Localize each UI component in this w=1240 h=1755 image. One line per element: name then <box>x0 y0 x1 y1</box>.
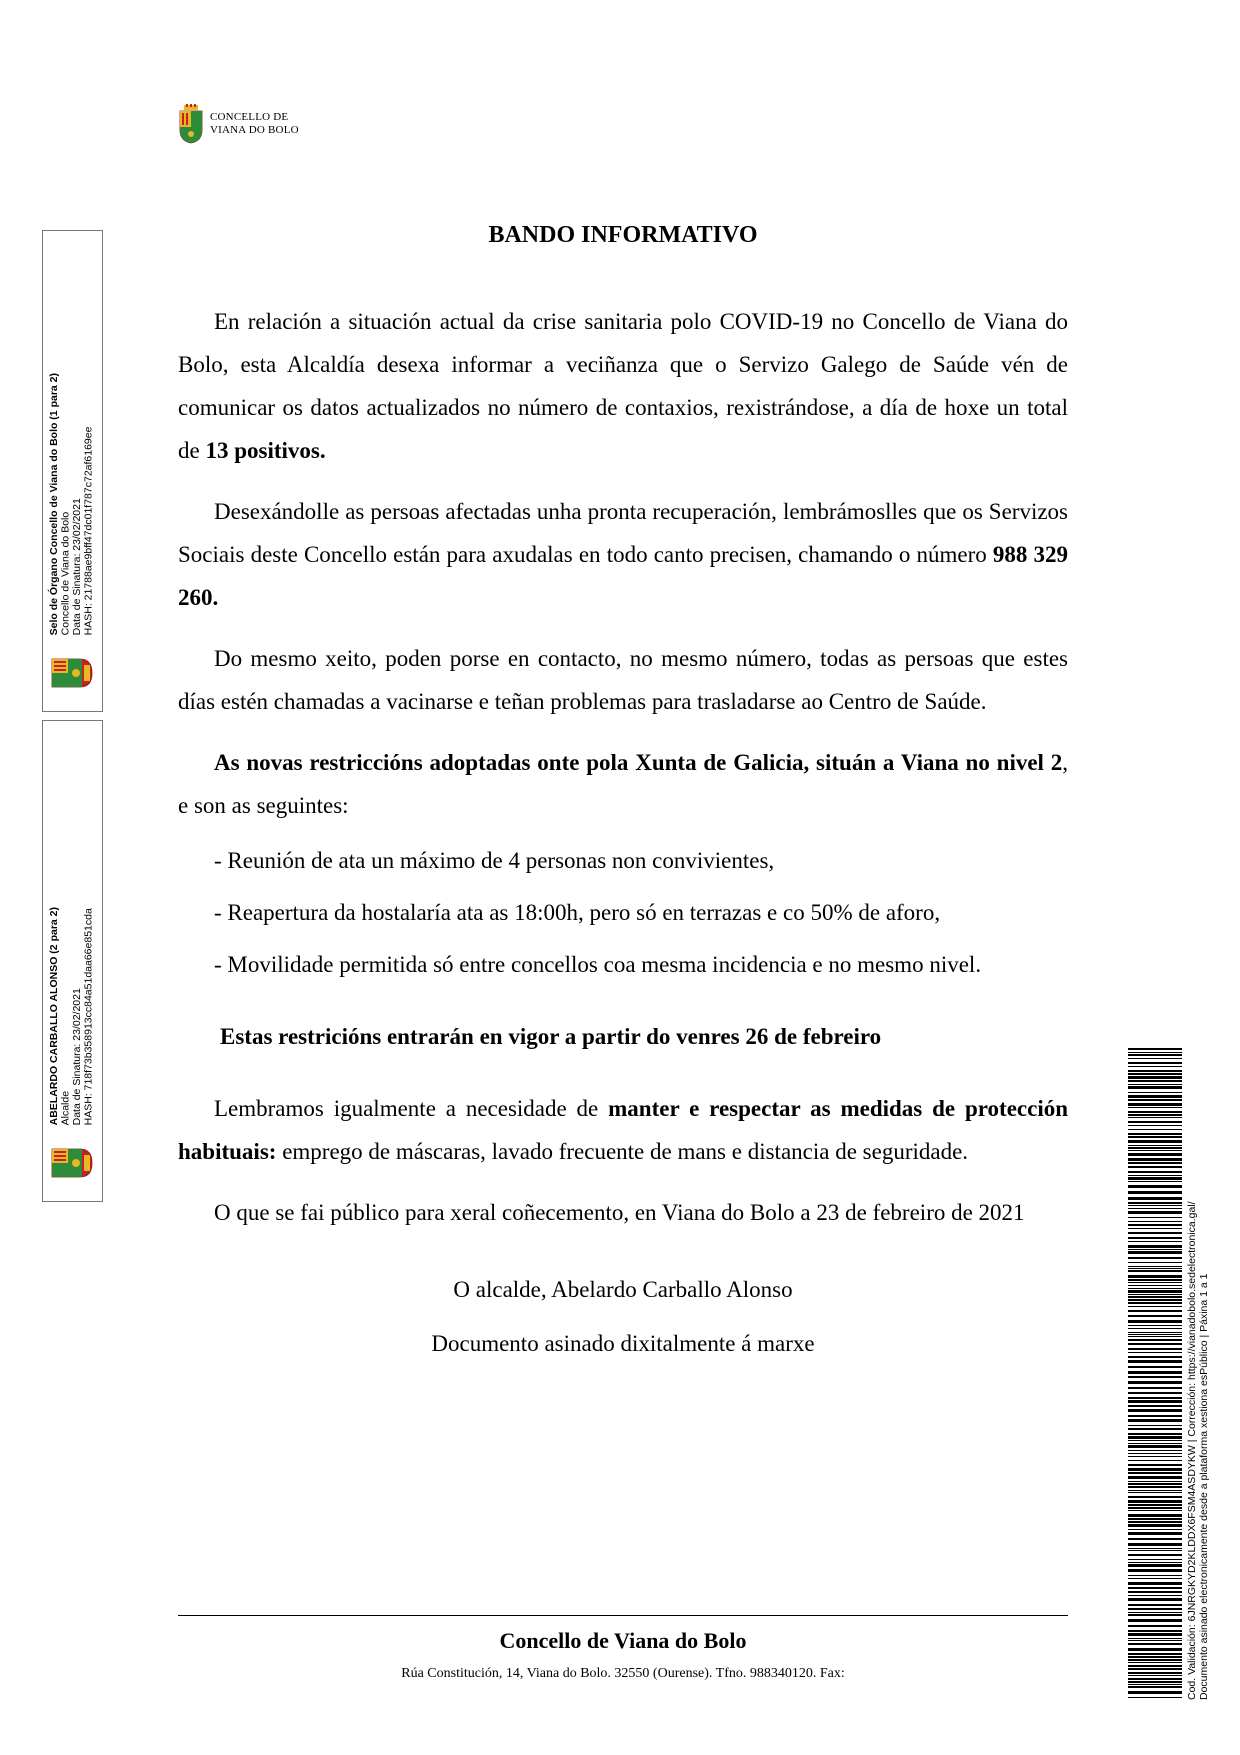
barcode-bar <box>1128 1562 1182 1563</box>
barcode-bar <box>1128 1500 1182 1503</box>
barcode-bar <box>1128 1595 1182 1596</box>
barcode-bar <box>1128 1245 1182 1248</box>
barcode-bar <box>1128 1415 1182 1417</box>
barcode-bar <box>1128 1224 1182 1226</box>
barcode-bar <box>1128 1136 1182 1138</box>
signature-2-title: ABELARDO CARBALLO ALONSO (2 para 2) <box>48 906 60 1125</box>
barcode-bar <box>1128 1481 1182 1482</box>
barcode-bar <box>1128 1181 1182 1182</box>
barcode-bar <box>1128 1121 1182 1123</box>
barcode-bar <box>1128 1496 1182 1498</box>
barcode-bar <box>1128 1400 1182 1403</box>
list-item: - Movilidade permitida só entre concellos coa mesma incidencia e no mesmo nivel. <box>214 952 982 977</box>
barcode-bar <box>1128 1492 1182 1493</box>
barcode-bar <box>1128 1518 1182 1520</box>
barcode-bar <box>1128 1433 1182 1435</box>
signed-note: Documento asinado dixitalmente á marxe <box>431 1331 815 1356</box>
barcode-bar <box>1128 1428 1182 1430</box>
barcode-bar <box>1128 1299 1182 1301</box>
barcode-bar <box>1128 1080 1182 1082</box>
signature-box-2 <box>42 720 103 1202</box>
footer-address: Rúa Constitución, 14, Viana do Bolo. 32550 (Ourense). Tfno. 988340120. Fax: <box>401 1666 845 1681</box>
barcode-bar <box>1128 1612 1182 1613</box>
barcode-bar <box>1128 1332 1182 1333</box>
barcode-bar <box>1128 1208 1182 1209</box>
barcode-bar <box>1128 1490 1182 1491</box>
barcode-bar <box>1128 1251 1182 1254</box>
page-title: BANDO INFORMATIVO <box>488 222 758 248</box>
paragraph-1-text: En relación a situación actual da crise sanitaria polo COVID-19 no Concello de Viana do Bolo, esta Alcaldía desexa informar a veciñanza que o Servizo Galego de Saúde vén de comunicar os datos actualizados no número de contaxios, rexistrándose, a día de hoxe un total de <box>178 309 1068 463</box>
paragraph-1 <box>178 300 1068 472</box>
barcode-bar <box>1128 1356 1182 1358</box>
barcode-bar <box>1128 1058 1182 1059</box>
barcode-bar <box>1128 1211 1182 1214</box>
barcode-bar <box>1128 1241 1182 1242</box>
barcode-bar <box>1128 1133 1182 1135</box>
barcode-bar <box>1128 1262 1182 1263</box>
footer-organization: Concello de Viana do Bolo <box>499 1628 747 1653</box>
signature-1-title: Selo de Órgano Concello de Viana do Bolo (1 para 2) <box>48 372 60 635</box>
paragraph-6: O que se fai público para xeral coñecemento, en Viana do Bolo a 23 de febreiro de 2021 <box>214 1200 1025 1225</box>
document-body <box>178 300 1068 1364</box>
logo-line-2: VIANA DO BOLO <box>210 124 299 136</box>
barcode-bar <box>1128 1352 1182 1353</box>
barcode-bar <box>1128 1202 1182 1204</box>
barcode-bar <box>1128 1086 1182 1089</box>
barcode-bar <box>1128 1232 1182 1234</box>
barcode-bar <box>1128 1125 1182 1126</box>
barcode-bar <box>1128 1290 1182 1293</box>
barcode-bar <box>1128 1532 1182 1535</box>
list-item: - Reapertura da hostalaría ata as 18:00h, pero só en terrazas e co 50% de aforo, <box>214 900 941 925</box>
restrictions-list <box>214 845 1068 981</box>
barcode-bar <box>1128 1668 1182 1670</box>
barcode-bar <box>1128 1554 1182 1556</box>
barcode-bar <box>1128 1343 1182 1345</box>
barcode-bar <box>1128 1659 1182 1661</box>
barcode-bar <box>1128 1564 1182 1567</box>
barcode-bar <box>1128 1598 1182 1601</box>
barcode-bar <box>1128 1521 1182 1523</box>
barcode-bar <box>1128 1279 1182 1281</box>
barcode-bar <box>1128 1328 1182 1329</box>
barcode-bar <box>1128 1294 1182 1295</box>
barcode-bar <box>1128 1140 1182 1143</box>
barcode-bar <box>1128 1443 1182 1444</box>
barcode-bar <box>1128 1653 1182 1655</box>
signature-1-hash: HASH: 21788ae9bff47dc01f787c72af6169ee <box>82 426 95 635</box>
barcode-bar <box>1128 1575 1182 1576</box>
barcode-bar <box>1128 1436 1182 1439</box>
barcode-bar <box>1128 1419 1182 1422</box>
barcode-bar <box>1128 1103 1182 1106</box>
barcode-bar <box>1128 1619 1182 1622</box>
barcode-bar <box>1128 1464 1182 1466</box>
barcode-bar <box>1128 1684 1182 1685</box>
barcode-bar <box>1128 1507 1182 1509</box>
barcode-bar <box>1128 1158 1182 1161</box>
footer-divider <box>178 1615 1068 1616</box>
barcode-bar <box>1128 1665 1182 1667</box>
validation-line-1: Cod. Validación: 6JNRGKYD2KLDDX6FSM4ASDYKW | Corrección: https://vianadobolo.sedelectronica.gal/ <box>1186 1201 1198 1700</box>
barcode-bar <box>1128 1282 1182 1283</box>
barcode-bar <box>1128 1228 1182 1229</box>
barcode-bar <box>1128 1325 1182 1326</box>
paragraph-5-bold: manter e respectar as medidas de protección habituais: <box>178 1096 1069 1164</box>
barcode-bar <box>1128 1686 1182 1688</box>
barcode-bar <box>1128 1569 1182 1572</box>
validation-text <box>1186 1090 1210 1700</box>
barcode-bar <box>1128 1107 1182 1108</box>
barcode-bar <box>1128 1285 1182 1286</box>
barcode-bar <box>1128 1268 1182 1269</box>
barcode-bar <box>1128 1582 1182 1585</box>
barcode-bar <box>1128 1266 1182 1267</box>
barcode-bar <box>1128 1504 1182 1506</box>
barcode-bar <box>1128 1614 1182 1616</box>
barcode-bar <box>1128 1460 1182 1461</box>
signature-box-1 <box>42 230 103 712</box>
coat-of-arms-icon <box>178 104 204 144</box>
validation-barcode <box>1128 1048 1182 1700</box>
barcode-bar <box>1128 1221 1182 1222</box>
header-logo <box>178 104 299 144</box>
signature-1-date: Data de Sinatura: 23/02/2021 <box>71 497 83 635</box>
barcode-bar <box>1128 1392 1182 1394</box>
effective-date-notice: Estas restricións entrarán en vigor a partir do venres 26 de febreiro <box>220 1024 882 1049</box>
barcode-bar <box>1128 1095 1182 1098</box>
barcode-bar <box>1128 1084 1182 1085</box>
barcode-bar <box>1128 1171 1182 1173</box>
barcode-bar <box>1128 1476 1182 1479</box>
signature-1-org: Concello de Viana do Bolo <box>59 511 72 635</box>
barcode-bar <box>1128 1334 1182 1335</box>
barcode-bar <box>1128 1073 1182 1075</box>
barcode-bar <box>1128 1360 1182 1363</box>
barcode-bar <box>1128 1529 1182 1530</box>
barcode-bar <box>1128 1456 1182 1457</box>
barcode-bar <box>1128 1237 1182 1239</box>
phone-number: 988 329 260. <box>178 542 1069 610</box>
barcode-bar <box>1128 1275 1182 1278</box>
barcode-bar <box>1128 1559 1182 1560</box>
barcode-bar <box>1128 1640 1182 1641</box>
barcode-bar <box>1128 1153 1182 1156</box>
barcode-bar <box>1128 1608 1182 1610</box>
barcode-bar <box>1128 1249 1182 1250</box>
barcode-bar <box>1128 1348 1182 1350</box>
barcode-bar <box>1128 1191 1182 1194</box>
restrictions-intro-bold: As novas restriccións adoptadas onte pola Xunta de Galicia, situán a Viana no nivel 2 <box>214 750 1063 775</box>
signature-2-hash: HASH: 718f73b358913cc84a51daa66e851cda <box>82 907 95 1125</box>
paragraph-5-pre: Lembramos igualmente a necesidade de <box>214 1096 609 1121</box>
barcode-bar <box>1128 1336 1182 1337</box>
signature-2-text <box>48 906 95 1125</box>
barcode-bar <box>1128 1177 1182 1180</box>
paragraph-5-post: emprego de máscaras, lavado frecuente de mans e distancia de seguridade. <box>276 1139 969 1164</box>
coat-of-arms-icon <box>50 655 94 691</box>
barcode-bar <box>1128 1662 1182 1663</box>
paragraph-4 <box>178 741 1068 827</box>
barcode-bar <box>1128 1070 1182 1072</box>
validation-line-2: Documento asinado electronicamente desde a plataforma xestiona esPúblico | Páxina 1 a 1 <box>1198 1273 1210 1700</box>
barcode-bar <box>1128 1538 1182 1540</box>
barcode-bar <box>1128 1205 1182 1206</box>
paragraph-5 <box>178 1087 1068 1173</box>
barcode-bar <box>1128 1306 1182 1307</box>
barcode-bar <box>1128 1691 1182 1694</box>
barcode-bar <box>1128 1315 1182 1317</box>
restrictions-intro-text: , e son as seguintes: <box>178 750 1068 818</box>
barcode-bar <box>1128 1625 1182 1627</box>
barcode-bar <box>1128 1310 1182 1312</box>
barcode-bar <box>1128 1604 1182 1606</box>
barcode-bar <box>1128 1371 1182 1374</box>
barcode-bar <box>1128 1162 1182 1164</box>
barcode-bar <box>1128 1672 1182 1674</box>
barcode-bar <box>1128 1145 1182 1146</box>
barcode-bar <box>1128 1270 1182 1272</box>
barcode-bar <box>1128 1150 1182 1151</box>
barcode-bar <box>1128 1062 1182 1064</box>
list-item: - Reunión de ata un máximo de 4 personas non convivientes, <box>214 848 775 873</box>
barcode-bar <box>1128 1166 1182 1168</box>
barcode-bar <box>1128 1675 1182 1676</box>
barcode-bar <box>1128 1129 1182 1130</box>
barcode-bar <box>1128 1052 1182 1053</box>
barcode-bar <box>1128 1524 1182 1527</box>
barcode-bar <box>1128 1453 1182 1454</box>
barcode-bar <box>1128 1099 1182 1101</box>
barcode-bar <box>1128 1445 1182 1448</box>
barcode-bar <box>1128 1633 1182 1636</box>
barcode-bar <box>1128 1514 1182 1517</box>
barcode-bar <box>1128 1217 1182 1218</box>
barcode-bar <box>1128 1548 1182 1549</box>
barcode-bar <box>1128 1387 1182 1389</box>
barcode-bar <box>1128 1409 1182 1412</box>
barcode-bar <box>1128 1302 1182 1304</box>
paragraph-2 <box>178 490 1068 619</box>
paragraph-2-text: Desexándolle as persoas afectadas unha pronta recuperación, lembrámoslles que os Servizos Sociais deste Concello están para axudalas en todo canto precisen, chamando o número <box>178 499 1068 567</box>
barcode-bar <box>1128 1440 1182 1441</box>
barcode-bar <box>1128 1197 1182 1200</box>
barcode-bar <box>1128 1066 1182 1067</box>
barcode-bar <box>1128 1076 1182 1079</box>
barcode-bar <box>1128 1288 1182 1289</box>
barcode-bar <box>1128 1543 1182 1546</box>
barcode-bar <box>1128 1397 1182 1399</box>
barcode-bar <box>1128 1092 1182 1093</box>
barcode-bar <box>1128 1472 1182 1474</box>
barcode-bar <box>1128 1591 1182 1593</box>
signature-1-text <box>48 372 95 635</box>
barcode-bar <box>1128 1483 1182 1485</box>
barcode-bar <box>1128 1450 1182 1451</box>
barcode-bar <box>1128 1114 1182 1116</box>
barcode-bar <box>1128 1339 1182 1341</box>
signature-2-date: Data de Sinatura: 23/02/2021 <box>71 987 83 1125</box>
coat-of-arms-icon <box>50 1145 94 1181</box>
barcode-bar <box>1128 1630 1182 1632</box>
barcode-bar <box>1128 1648 1182 1651</box>
barcode-bar <box>1128 1697 1182 1698</box>
barcode-bar <box>1128 1111 1182 1113</box>
barcode-bar <box>1128 1587 1182 1589</box>
barcode-bar <box>1128 1510 1182 1511</box>
barcode-bar <box>1128 1366 1182 1368</box>
barcode-bar <box>1128 1054 1182 1056</box>
barcode-bar <box>1128 1147 1182 1149</box>
barcode-bar <box>1128 1638 1182 1639</box>
barcode-bar <box>1128 1320 1182 1323</box>
barcode-bar <box>1128 1175 1182 1176</box>
barcode-bar <box>1128 1048 1182 1050</box>
barcode-bar <box>1128 1643 1182 1645</box>
barcode-bar <box>1128 1381 1182 1384</box>
barcode-bar <box>1128 1405 1182 1407</box>
barcode-bar <box>1128 1425 1182 1426</box>
barcode-bar <box>1128 1296 1182 1298</box>
signer-line: O alcalde, Abelardo Carballo Alonso <box>453 1277 793 1302</box>
barcode-bar <box>1128 1117 1182 1118</box>
positives-count: 13 positivos. <box>205 438 326 463</box>
logo-line-1: CONCELLO DE <box>210 111 289 123</box>
barcode-bar <box>1128 1550 1182 1551</box>
barcode-bar <box>1128 1681 1182 1683</box>
barcode-bar <box>1128 1185 1182 1188</box>
barcode-bar <box>1128 1678 1182 1680</box>
barcode-bar <box>1128 1578 1182 1579</box>
barcode-bar <box>1128 1376 1182 1378</box>
signature-2-role: Alcalde <box>59 1090 72 1125</box>
barcode-bar <box>1128 1257 1182 1259</box>
barcode-bar <box>1128 1468 1182 1471</box>
barcode-bar <box>1128 1486 1182 1488</box>
barcode-bar <box>1128 1656 1182 1658</box>
paragraph-3: Do mesmo xeito, poden porse en contacto, no mesmo número, todas as persoas que estes días estén chamadas a vacinarse e teñan problemas para trasladarse ao Centro de Saúde. <box>178 646 1068 714</box>
